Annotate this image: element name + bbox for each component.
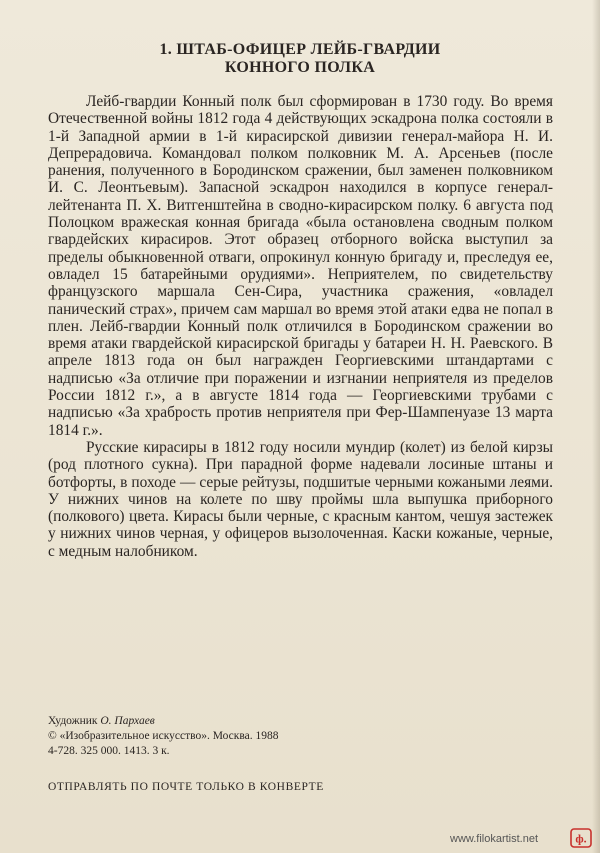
artist-credit [48, 714, 468, 729]
print-info: 4-728. 325 000. 1413. 3 к. [48, 745, 170, 757]
filokartist-logo-icon [570, 828, 592, 848]
artist-name: О. Пархаев [100, 715, 155, 727]
page-edge-shadow [592, 0, 600, 853]
watermark-url: www.filokartist.net [450, 833, 539, 845]
publisher-line: © «Изобразительное искусство». Москва. 1988 [48, 730, 279, 742]
page-title-line-1: 1. ШТАБ-ОФИЦЕР ЛЕЙБ-ГВАРДИИ [159, 41, 441, 58]
logo-text: ф. [575, 831, 587, 846]
credits-block [48, 714, 468, 759]
article-body [48, 93, 553, 560]
artist-label: Художник [48, 715, 98, 727]
paragraph-uniform: Русские кирасиры в 1812 году носили мундир (колет) из белой кирзы (род плотного сукна). При парадной форме надевали лосиные штаны и ботфорты, в походе — серые рейтузы, подшитые черными кожаными леями. У нижних чинов на колете по шву проймы шла выпушка приборного (полкового) цвета. Кирасы были черные, с красным кантом, чешуя застежек у нижних чинов черная, у офицеров вызолоченная. Каски кожаные, черные, с медным налобником. [48, 438, 553, 560]
paragraph-history: Лейб-гвардии Конный полк был сформирован в 1730 году. Во время Отечественной войны 1812 года 4 действующих эскадрона полка состояли в 1-й Западной армии в 1-й кирасирской дивизии генерал-майора Н. И. Депрерадовича. Командовал полком полковник М. А. Арсеньев (после ранения, полученного в Бородинском сражении, был заменен полковником И. С. Леонтьевым). Запасной эскадрон находился в корпусе генерал-лейтенанта П. Х. Витгенштейна в сводно-кирасирском полку. 6 августа под Полоцком вражеская конная бригада «была остановлена сводным полком гвардейских кирасиров. Этот образец отборного войска выступил за пределы обыкновенной отваги, опрокинул конную бригаду и, преследуя ее, овладел 15 батарейными орудиями». Неприятелем, по свидетельству французского маршала Сен-Сира, участника сражения, «овладел панический страх», причем сам маршал во время этой атаки едва не попал в плен. Лейб-гвардии Конный полк отличился в Бородинском сражении во время атаки гвардейской кирасирской бригады у батареи Н. Н. Раевского. В апреле 1813 года он был награжден Георгиевскими штандартами с надписью «За отличие при поражении и изгнании неприятеля из пределов России 1812 г.», а в августе 1814 года — Георгиевскими трубами с надписью «За храбрость против неприятеля при Фер-Шампенуазе 13 марта 1814 г.». [48, 93, 553, 439]
mailing-note: ОТПРАВЛЯТЬ ПО ПОЧТЕ ТОЛЬКО В КОНВЕРТЕ [48, 781, 324, 793]
page-title-line-2: КОННОГО ПОЛКА [224, 59, 376, 76]
